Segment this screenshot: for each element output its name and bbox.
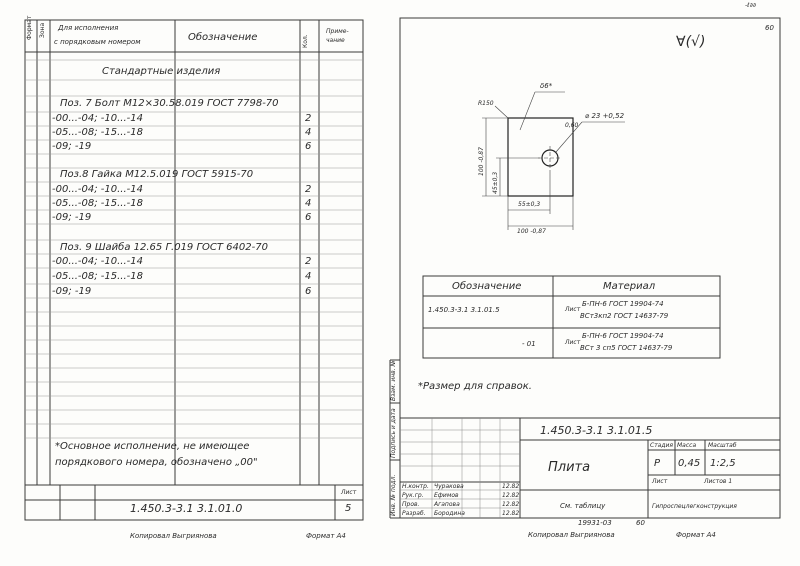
person-3-date: 12.82 [502,501,520,508]
side-label-sign: Подпись и дата [390,408,397,458]
person-2-name: Ефимов [434,492,459,499]
section-title: Стандартные изделия [102,66,221,77]
title-doc-number: 1.450.3-3.1 3.1.01.5 [540,424,653,437]
group-3-row-3: -09; -19 [52,286,92,297]
material-row-2-sheet: Лист [565,339,581,346]
material-row-2-line-2: ВСт 3 сп5 ГОСТ 14637-79 [580,344,673,352]
group-2-row-1-qty: 2 [305,184,312,195]
title-stage: Р [654,458,661,469]
stamp-page: 60 [636,519,645,527]
material-header-material: Материал [603,281,656,292]
header-ordinal: с порядковым номером [54,38,141,46]
stamp-number: 19931-03 [578,519,612,527]
header-zone: Зона [39,22,46,38]
corner-mark: -ℓ∂∂ [745,2,756,9]
version-note-line-2: порядкового номера, обозначено „00" [55,457,258,468]
material-header-designation: Обозначение [452,281,522,292]
group-3-row-1-qty: 2 [305,256,312,267]
person-1-name: Чуракова [434,483,464,490]
header-note-1: Приме- [326,28,349,35]
group-3-row-2: -05...-08; -15...-18 [52,271,143,282]
group-2-row-3: -09; -19 [52,212,92,223]
dim-hole-y: 45±0,3 [492,171,499,194]
material-row-2-line-1: Б-ПН-6 ГОСТ 19904-74 [582,332,664,340]
group-2-row-3-qty: 6 [305,212,312,223]
reference-note: *Размер для справок. [418,381,532,392]
right-format: Формат А4 [676,531,716,539]
person-4-role: Разраб. [402,510,426,517]
plate-drawing [508,118,573,196]
left-sheet-number: 5 [345,503,352,514]
title-name: Плита [548,460,591,475]
header-format: Формат [26,15,33,40]
group-3-title: Поз. 9 Шайба 12.65 Г.019 ГОСТ 6402-70 [60,242,268,253]
group-1-row-1: -00...-04; -10...-14 [52,113,143,124]
group-3-row-1: -00...-04; -10...-14 [52,256,143,267]
person-3-name: Агапова [434,501,460,508]
person-2-date: 12.82 [502,492,520,499]
group-2-row-2-qty: 4 [305,198,312,209]
person-4-date: 12.82 [502,510,520,517]
material-row-1-designation: 1.450.3-3.1 3.1.01.5 [428,306,500,314]
dim-hole-x: 55±0,3 [518,201,541,208]
header-for-version: Для исполнения [58,24,119,32]
group-1-row-2: -05...-08; -15...-18 [52,127,143,138]
page-number: 60 [765,24,774,32]
title-scale-label: Масштаб [708,442,737,449]
title-mass-label: Масса [677,442,697,449]
title-sheets-label: Листов 1 [704,478,733,485]
group-1-row-3-qty: 6 [305,141,312,152]
title-stage-label: Стадия [650,442,674,449]
dim-width: 100 -0,87 [517,228,546,235]
person-1-role: Н.контр. [402,483,429,490]
right-copied: Копировал Выгриянова [528,531,615,539]
group-2-row-2: -05...-08; -15...-18 [52,198,143,209]
person-1-date: 12.82 [502,483,520,490]
group-1-row-1-qty: 2 [305,113,312,124]
material-row-1-line-1: Б-ПН-6 ГОСТ 19904-74 [582,300,664,308]
dim-height: 100 -0,87 [478,147,485,176]
title-sheet-label: Лист [652,478,668,485]
group-1-row-3: -09; -19 [52,141,92,152]
left-format: Формат А4 [306,532,346,540]
person-2-role: Рук.гр. [402,492,424,499]
plate-outline [508,118,573,196]
version-note-line-1: *Основное исполнение, не имеющее [55,441,250,452]
dim-hole-chamfer: 0,60 [565,122,579,129]
header-designation: Обозначение [188,32,258,43]
left-copied: Копировал Выгриянова [130,532,217,540]
person-4-name: Бородина [434,510,465,517]
person-3-role: Пров. [402,501,420,508]
group-1-row-2-qty: 4 [305,127,312,138]
side-label-inv: Инв. № подл. [390,474,397,516]
title-scale: 1:2,5 [710,458,736,469]
title-mass: 0,45 [678,458,701,469]
title-organization: Гипроспецлегконструкция [652,503,737,510]
group-3-row-2-qty: 4 [305,271,312,282]
material-row-2-designation: - 01 [522,340,536,348]
group-2-title: Поз.8 Гайка М12.5.019 ГОСТ 5915-70 [60,169,254,180]
side-label-replace: Взам. инв. № [390,360,397,401]
header-quantity: Кол. [302,34,309,48]
dim-thickness: δ6* [540,82,553,90]
group-1-title: Поз. 7 Болт М12×30.58.019 ГОСТ 7798-70 [60,98,279,109]
group-2-row-1: -00...-04; -10...-14 [52,184,143,195]
material-row-1-line-2: ВСт3кп2 ГОСТ 14637-79 [580,312,669,320]
dim-hole: ⌀ 23 +0,52 [585,112,625,120]
group-3-row-3-qty: 6 [305,286,312,297]
material-row-1-sheet: Лист [565,306,581,313]
roughness-symbol: ∀(√) [676,34,706,50]
left-doc-number: 1.450.3-3.1 3.1.01.0 [130,502,243,515]
title-material-ref: См. таблицу [560,502,606,510]
left-sheet-label: Лист [341,489,357,496]
header-note-2: чание [326,37,345,44]
dim-chamfer: R150 [478,100,494,107]
